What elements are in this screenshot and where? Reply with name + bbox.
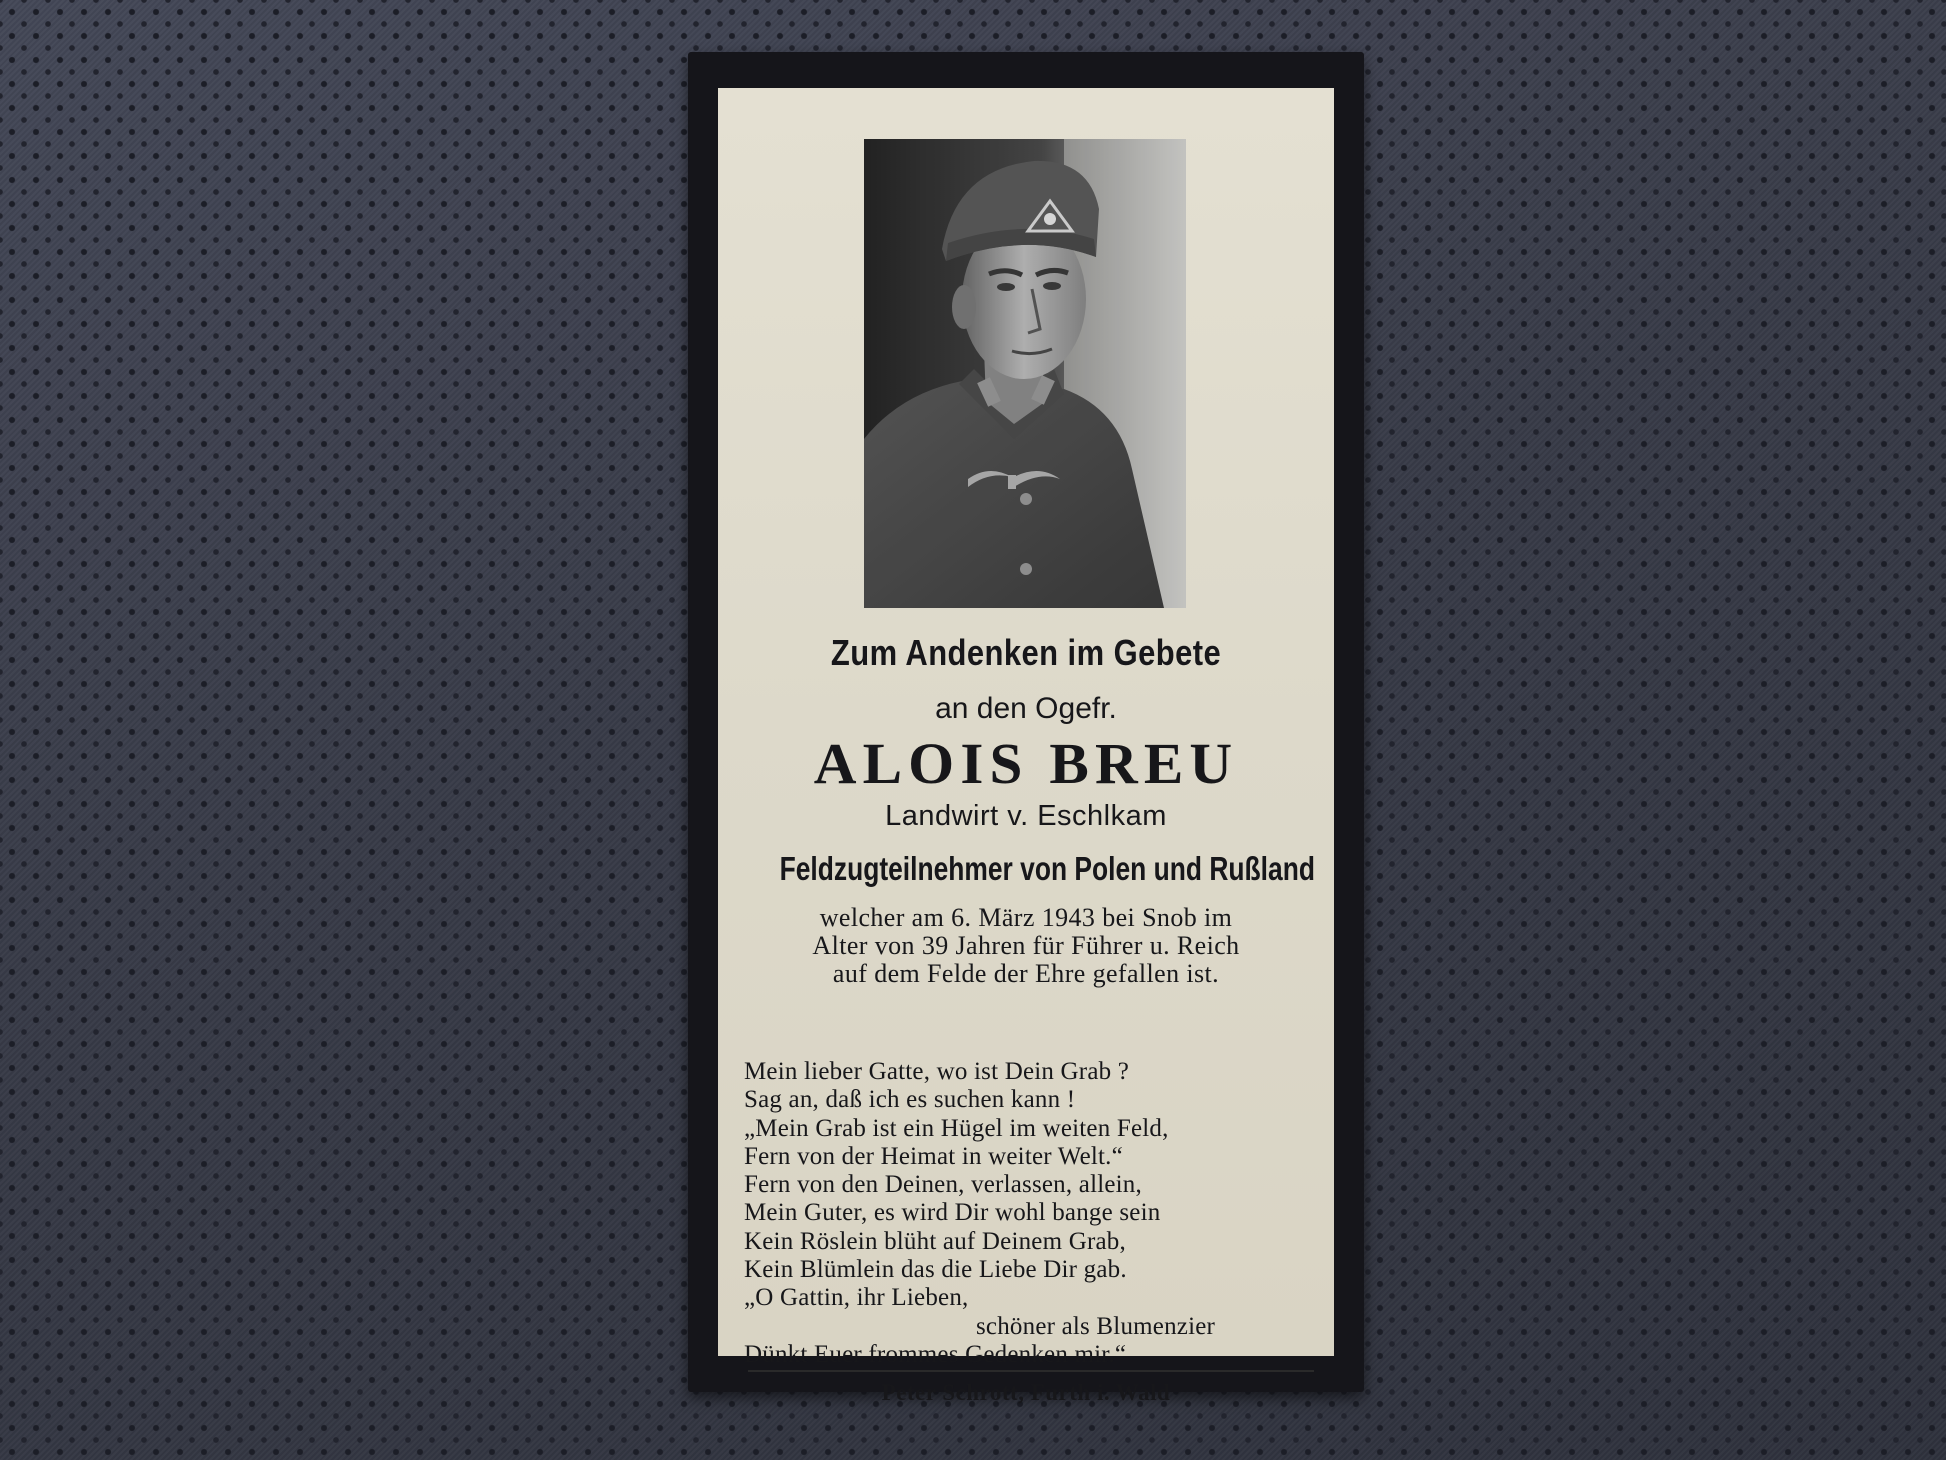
campaign-line: Feldzugteilnehmer von Polen und Rußland (779, 850, 1315, 887)
poem-line: Mein Guter, es wird Dir wohl bange sein (744, 1199, 1161, 1227)
death-notice-line: welcher am 6. März 1943 bei Snob im (819, 903, 1233, 932)
poem-line: Kein Röslein blüht auf Deinem Grab, (744, 1227, 1126, 1255)
poem-line: „Mein Grab ist ein Hügel im weiten Feld, (744, 1114, 1169, 1142)
dedication-intro: an den Ogefr. (935, 692, 1117, 725)
poem-line: Dünkt Euer frommes Gedenken mir.“ (744, 1340, 1127, 1368)
occupation-line: Landwirt v. Eschlkam (885, 800, 1167, 832)
memorial-poem (744, 1058, 1344, 1369)
card-paper (718, 88, 1334, 1405)
poem-line: Mein lieber Gatte, wo ist Dein Grab ? (744, 1058, 1130, 1085)
death-notice-line: auf dem Felde der Ehre gefallen ist. (832, 959, 1220, 988)
printer-imprint: Peter Schrott, Furth i. Wald (881, 1380, 1171, 1405)
memorial-card (688, 52, 1364, 1405)
deceased-name: ALOIS BREU (813, 731, 1239, 796)
death-notice-line: Alter von 39 Jahren für Führer u. Reich (812, 931, 1240, 960)
poem-line: Fern von den Deinen, verlassen, allein, (744, 1171, 1142, 1199)
printer-divider (748, 1370, 1314, 1372)
poem-line: schöner als Blumenzier (976, 1312, 1216, 1340)
poem-line: „O Gattin, ihr Lieben, (744, 1284, 969, 1312)
poem-line: Sag an, daß ich es suchen kann ! (744, 1086, 1076, 1114)
poem-line: Fern von der Heimat in weiter Welt.“ (744, 1142, 1123, 1170)
poem-line: Kein Blümlein das die Liebe Dir gab. (744, 1256, 1127, 1284)
soldier-portrait-photo (864, 139, 1186, 608)
death-notice (718, 904, 1334, 988)
card-heading: Zum Andenken im Gebete (830, 632, 1222, 673)
